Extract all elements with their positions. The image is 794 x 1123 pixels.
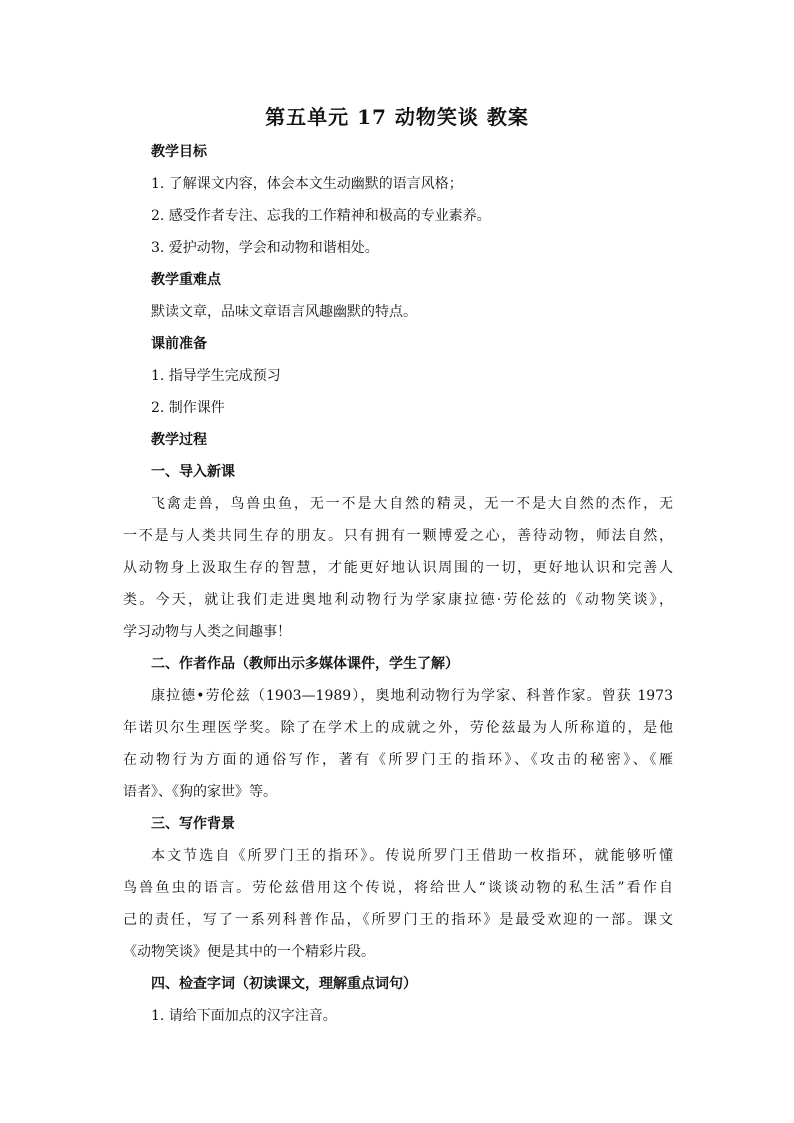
paragraph-line: 《动物笑谈》便是其中的一个精彩片段。 (123, 944, 375, 960)
section-heading: 一、导入新课 (151, 464, 235, 480)
key-points-heading: 教学重难点 (151, 272, 221, 288)
preparation-item: 2. 制作课件 (151, 400, 225, 416)
objectives-heading: 教学目标 (151, 144, 207, 160)
preparation-heading: 课前准备 (151, 336, 207, 352)
paragraph-line: 在动物行为方面的通俗写作，著有《所罗门王的指环》、《攻击的秘密》、《雁 (123, 752, 673, 768)
key-points-text: 默读文章，品味文章语言风趣幽默的特点。 (151, 304, 417, 320)
objective-item: 1. 了解课文内容，体会本文生动幽默的语言风格； (151, 176, 463, 192)
paragraph-line: 年诺贝尔生理医学奖。除了在学术上的成就之外，劳伦兹最为人所称道的，是他 (123, 720, 673, 736)
section-heading: 四、检查字词（初读课文，理解重点词句） (151, 976, 417, 992)
paragraph-line: 一不是与人类共同生存的朋友。只有拥有一颗博爱之心，善待动物，师法自然， (123, 528, 673, 544)
section-paragraph (123, 847, 673, 961)
paragraph-line: 从动物身上汲取生存的智慧，才能更好地认识周围的一切，更好地认识和完善人 (123, 560, 673, 576)
paragraph-line: 康拉德•劳伦兹（1903—1989），奥地利动物行为学家、科普作家。曾获 1973 (151, 688, 673, 704)
paragraph-line: 学习动物与人类之间趣事！ (123, 624, 291, 640)
process-heading: 教学过程 (151, 432, 207, 448)
paragraph-line: 语者》、《狗的家世》等。 (123, 784, 277, 800)
paragraph-line: 类。今天，就让我们走进奥地利动物行为学家康拉德·劳伦兹的《动物笑谈》， (123, 592, 673, 608)
objective-item: 3. 爱护动物，学会和动物和谐相处。 (151, 240, 379, 256)
paragraph-line: 飞禽走兽，鸟兽虫鱼，无一不是大自然的精灵，无一不是大自然的杰作，无 (151, 496, 673, 512)
paragraph-line: 鸟兽鱼虫的语言。劳伦兹借用这个传说，将给世人“谈谈动物的私生活”看作自 (123, 880, 673, 896)
section-heading: 二、作者作品（教师出示多媒体课件，学生了解） (151, 656, 459, 672)
paragraph-line: 己的责任，写了一系列科普作品，《所罗门王的指环》是最受欢迎的一部。课文 (123, 912, 673, 928)
objective-item: 2. 感受作者专注、忘我的工作精神和极高的专业素养。 (151, 208, 491, 224)
document-body (123, 143, 673, 1039)
section-paragraph (123, 687, 673, 801)
preparation-item: 1. 指导学生完成预习 (151, 368, 281, 384)
exercise-item: 1. 请给下面加点的汉字注音。 (151, 1008, 337, 1024)
paragraph-line: 本文节选自《所罗门王的指环》。传说所罗门王借助一枚指环，就能够听懂 (151, 848, 673, 864)
section-heading: 三、写作背景 (151, 816, 235, 832)
page-title: 第五单元 17 动物笑谈 教案 (265, 105, 529, 129)
section-paragraph (123, 495, 673, 641)
